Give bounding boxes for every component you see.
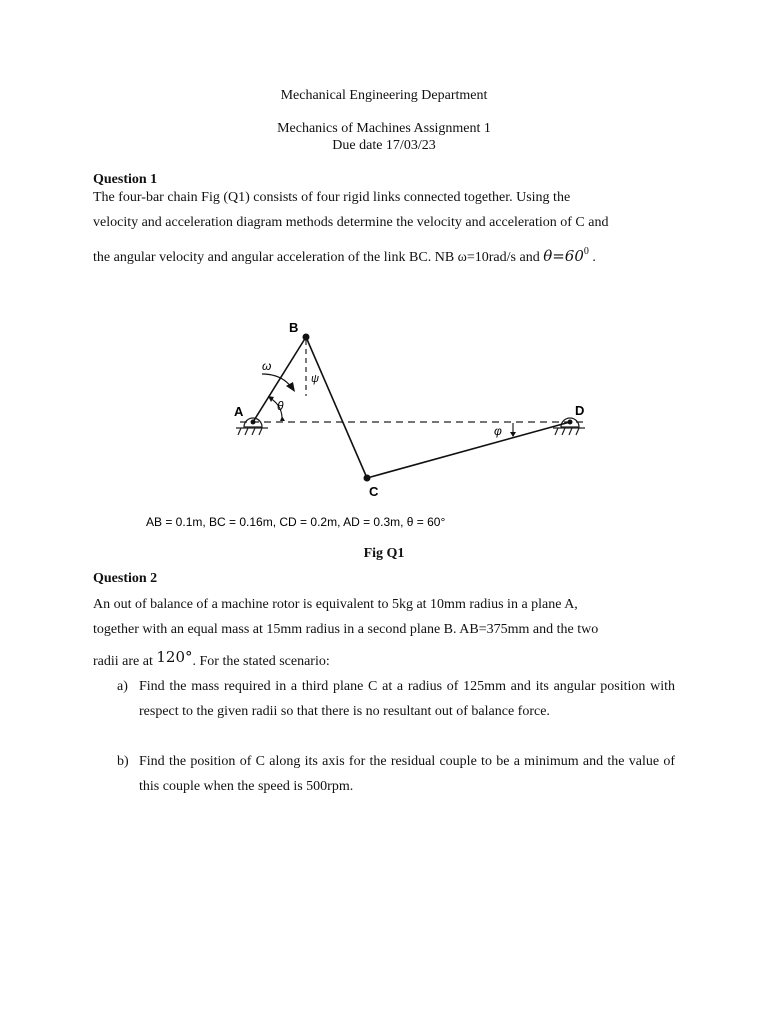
question-2-line-1: An out of balance of a machine rotor is equivalent to 5kg at 10mm radius in a plane A, [93, 597, 578, 612]
label-b: B [289, 320, 299, 335]
four-bar-chain-figure [0, 300, 768, 545]
question-1-line-3 [93, 239, 675, 270]
question-1-line-3-end: . [588, 250, 596, 265]
label-c: C [369, 484, 379, 499]
list-item-a-label: a) [117, 679, 128, 694]
department-title: Mechanical Engineering Department [280, 88, 488, 103]
question-2-line-3 [93, 645, 675, 674]
joint-b [303, 334, 310, 341]
due-date: Due date 17/03/23 [332, 138, 436, 153]
link-cd [367, 422, 570, 478]
figure-caption: Fig Q1 [363, 546, 405, 561]
link-bc [306, 337, 367, 478]
list-item-b-text: Find the position of C along its axis for the residual couple to be a minimum and the value of this couple when the speed is 500rpm. [139, 754, 675, 794]
label-psi: ψ [311, 373, 320, 385]
label-a: A [234, 404, 244, 419]
list-item-a [117, 674, 675, 724]
question-1-line-3-text: the angular velocity and angular acceleration of the link BC. NB ω=10rad/s and [93, 250, 544, 265]
label-theta: θ [277, 399, 284, 413]
theta-arrowhead-top [268, 396, 274, 402]
phi-arrowhead [510, 432, 516, 437]
radii-angle: 120° [156, 648, 193, 666]
question-2-heading: Question 2 [93, 571, 158, 586]
question-1-line-2: velocity and acceleration diagram methods determine the velocity and acceleration of C and [93, 215, 609, 230]
course-title: Mechanics of Machines Assignment 1 [277, 121, 491, 136]
list-item-a-text: Find the mass required in a third plane C at a radius of 125mm and its angular position with respect to the given radii so that there is no resultant out of balance force. [139, 679, 675, 719]
dimension-list: AB = 0.1m, BC = 0.16m, CD = 0.2m, AD = 0.3m, θ = 60° [146, 515, 446, 529]
list-item-b [117, 749, 675, 799]
ground-hatch-d [553, 428, 585, 435]
question-2-text [93, 592, 675, 674]
label-phi: φ [494, 424, 502, 438]
theta-expression: θ=60 [543, 247, 584, 265]
ground-hatch-a [236, 428, 268, 435]
joint-c [364, 475, 371, 482]
list-item-b-label: b) [117, 754, 129, 769]
question-1-heading: Question 1 [93, 172, 158, 187]
label-d: D [575, 403, 585, 418]
question-2-line-2: together with an equal mass at 15mm radius in a second plane B. AB=375mm and the two [93, 622, 599, 637]
question-1-text [93, 185, 675, 270]
question-1-line-1: The four-bar chain Fig (Q1) consists of four rigid links connected together. Using the [93, 190, 571, 205]
question-2-line-3b: . For the stated scenario: [192, 654, 330, 669]
question-2-line-3a: radii are at [93, 654, 157, 669]
label-omega: ω [262, 359, 272, 373]
theta-superscript: 0 [583, 246, 589, 257]
